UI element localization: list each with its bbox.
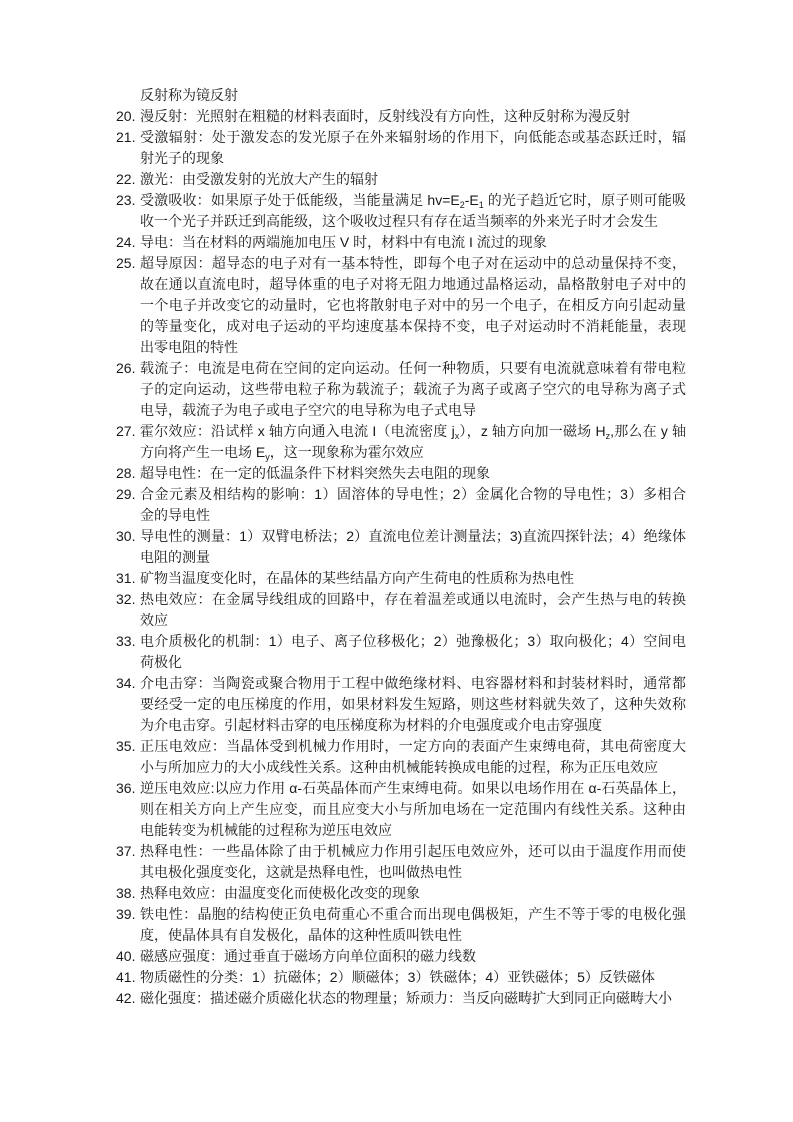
text-line: 方向将产生一电场 $E_y$，这一现象称为霍尔效应	[140, 444, 424, 462]
list-item	[116, 946, 686, 967]
list-item-number: 39.	[116, 906, 136, 922]
list-item-number: 30.	[116, 528, 136, 544]
text-line: 介电击穿：当陶瓷或聚合物用于工程中做绝缘材料、电容器材料和封装材料时，通常都	[140, 675, 686, 691]
list-item-number: 29.	[116, 486, 136, 502]
text-line: 导电性的测量：1）双臂电桥法；2）直流电位差计测量法；3)直流四探针法；4）绝缘体	[140, 528, 686, 544]
text-line: 激光：由受激发射的光放大产生的辐射	[140, 171, 378, 187]
list-item	[116, 526, 686, 568]
list-item	[116, 631, 686, 673]
text-line: 的等量变化，成对电子运动的平均速度基本保持不变，电子对运动时不消耗能量，表现	[140, 318, 686, 334]
list-item-number: 41.	[116, 969, 136, 985]
text-line: 子的定向运动，这些带电粒子称为载流子；载流子为离子或离子空穴的电导称为离子式	[140, 381, 686, 397]
list-item-number: 37.	[116, 843, 136, 859]
text-line: 矿物当温度变化时，在晶体的某些结晶方向产生荷电的性质称为热电性	[140, 570, 574, 586]
text-line: 受激吸收：如果原子处于低能级，当能量满足 $hv=E_2-E_1$ 的光子趋近它时，原子则可能吸	[140, 192, 686, 210]
list-item	[116, 106, 686, 127]
numbered-list	[116, 106, 686, 1009]
list-item-number: 31.	[116, 570, 136, 586]
text-line: 电介质极化的机制：1）电子、离子位移极化；2）弛豫极化；3）取向极化；4）空间电	[140, 633, 686, 649]
text-line: 受激辐射：处于激发态的发光原子在外来辐射场的作用下，向低能态或基态跃迁时，辐	[140, 129, 686, 145]
text-line: 为介电击穿。引起材料击穿的电压梯度称为材料的介电强度或介电击穿强度	[140, 717, 602, 733]
text-line: 电阻的测量	[140, 549, 210, 565]
subscript: 2	[459, 200, 465, 210]
list-item-number: 40.	[116, 948, 136, 964]
text-line: 反射称为镜反射	[140, 87, 238, 103]
list-item-number: 34.	[116, 675, 136, 691]
text-line: 荷极化	[140, 654, 182, 670]
text-line: 导电：当在材料的两端施加电压 V 时，材料中有电流 I 流过的现象	[140, 234, 547, 250]
list-item	[116, 190, 686, 232]
list-item	[116, 736, 686, 778]
text-line: 出零电阻的特性	[140, 339, 238, 355]
list-item-number: 32.	[116, 591, 136, 607]
text-line: 其电极化强度变化，这就是热释电性，也叫做热电性	[140, 864, 462, 880]
list-item	[116, 358, 686, 421]
text-line: 超导电性：在一定的低温条件下材料突然失去电阻的现象	[140, 465, 490, 481]
list-item	[116, 904, 686, 946]
text-line: 小与所加应力的大小成线性关系。这种由机械能转换成电能的过程，称为正压电效应	[140, 759, 658, 775]
list-item-number: 42.	[116, 990, 136, 1006]
list-item	[116, 988, 686, 1009]
list-item	[116, 463, 686, 484]
text-line: 则在相关方向上产生应变，而且应变大小与所加电场在一定范围内有线性关系。这种由	[140, 801, 686, 817]
list-item	[116, 589, 686, 631]
list-item-number: 21.	[116, 129, 136, 145]
document-body	[116, 85, 686, 1009]
text-line: 磁感应强度：通过垂直于磁场方向单位面积的磁力线数	[140, 948, 476, 964]
text-line: 收一个光子并跃迁到高能级，这个吸收过程只有存在适当频率的外来光子时才会发生	[140, 213, 658, 229]
continuation-paragraph	[116, 85, 686, 106]
text-line: 超导原因：超导态的电子对有一基本特性，即每个电子对在运动中的总动量保持不变，	[140, 255, 686, 271]
text-line: 要经受一定的电压梯度的作用，如果材料发生短路，则这些材料就失效了，这种失效称	[140, 696, 686, 712]
text-line: 磁化强度：描述磁介质磁化状态的物理量；矫顽力：当反向磁畴扩大到同正向磁畴大小	[140, 990, 672, 1006]
list-item	[116, 484, 686, 526]
list-item	[116, 169, 686, 190]
subscript: x	[454, 431, 460, 441]
list-item-number: 20.	[116, 108, 136, 124]
text-line: 电能转变为机械能的过程称为逆压电效应	[140, 822, 392, 838]
text-line: 度，使晶体具有自发极化，晶体的这种性质叫铁电性	[140, 927, 462, 943]
list-item	[116, 883, 686, 904]
list-item	[116, 673, 686, 736]
text-line: 正压电效应：当晶体受到机械力作用时，一定方向的表面产生束缚电荷，其电荷密度大	[140, 738, 686, 754]
text-line: 射光子的现象	[140, 150, 224, 166]
list-item-number: 25.	[116, 255, 136, 271]
list-item-number: 23.	[116, 192, 136, 208]
list-item	[116, 967, 686, 988]
text-line: 漫反射：光照射在粗糙的材料表面时，反射线没有方向性，这种反射称为漫反射	[140, 108, 630, 124]
text-line: 合金元素及相结构的影响：1）固溶体的导电性；2）金属化合物的导电性；3）多相合	[140, 486, 686, 502]
text-line: 物质磁性的分类：1）抗磁体；2）顺磁体；3）铁磁体；4）亚铁磁体；5）反铁磁体	[140, 969, 655, 985]
list-item-number: 33.	[116, 633, 136, 649]
list-item-number: 27.	[116, 423, 136, 439]
text-line: 一个电子并改变它的动量时，它也将散射电子对中的另一个电子，在相反方向引起动量	[140, 297, 686, 313]
list-item	[116, 841, 686, 883]
text-line: 逆压电效应:以应力作用 α-石英晶体而产生束缚电荷。如果以电场作用在 α-石英晶体上，	[140, 780, 686, 796]
text-line: 热电效应：在金属导线组成的回路中，存在着温差或通以电流时，会产生热与电的转换	[140, 591, 686, 607]
list-item-number: 26.	[116, 360, 136, 376]
subscript: z	[605, 431, 611, 441]
list-item-number: 38.	[116, 885, 136, 901]
text-line: 效应	[140, 612, 168, 628]
text-line: 热释电效应：由温度变化而使极化改变的现象	[140, 885, 420, 901]
text-line: 霍尔效应：沿试样 x 轴方向通入电流 I（电流密度 $j_x$），z 轴方向加一磁场 $H_z$,那么在 y 轴	[140, 423, 687, 441]
list-item	[116, 127, 686, 169]
text-line: 铁电性：晶胞的结构使正负电荷重心不重合而出现电偶极矩，产生不等于零的电极化强	[140, 906, 686, 922]
list-item	[116, 232, 686, 253]
list-item	[116, 778, 686, 841]
list-item-number: 35.	[116, 738, 136, 754]
text-line: 热释电性：一些晶体除了由于机械应力作用引起压电效应外，还可以由于温度作用而使	[140, 843, 686, 859]
text-line: 金的导电性	[140, 507, 210, 523]
text-line: 故在通以直流电时，超导体重的电子对将无阻力地通过晶格运动，晶格散射电子对中的	[140, 276, 686, 292]
list-item-number: 22.	[116, 171, 136, 187]
list-item-number: 24.	[116, 234, 136, 250]
text-line: 电导，载流子为电子或电子空穴的电导称为电子式电导	[140, 402, 476, 418]
subscript: y	[265, 452, 270, 462]
subscript: 1	[478, 200, 484, 210]
list-item	[116, 568, 686, 589]
list-item-number: 36.	[116, 780, 136, 796]
list-item	[116, 253, 686, 358]
list-item-number: 28.	[116, 465, 136, 481]
list-item	[116, 421, 686, 463]
text-line: 载流子：电流是电荷在空间的定向运动。任何一种物质，只要有电流就意味着有带电粒	[140, 360, 686, 376]
